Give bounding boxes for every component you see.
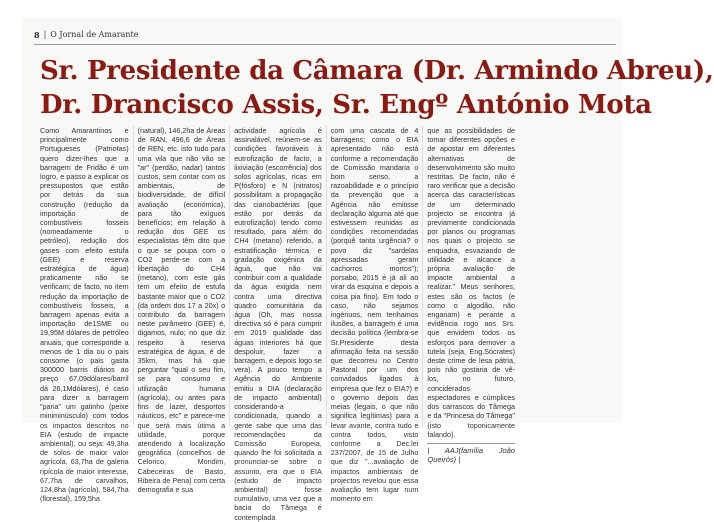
publication-name: O Jornal de Amarante (50, 30, 139, 39)
page-number: 8 (34, 30, 40, 40)
newspaper-page (22, 18, 714, 522)
headline-line-1: Sr. Presidente da Câmara (Dr. Armindo Abreu), (40, 56, 714, 86)
article-column-2: (natural), 146,2ha de Áreas de RAN, 496,6 de Áreas de REN, etc. isto tudo para uma vila que não vão se "ar" (perdão, nadar) tantos custos, sem contar com os ambientais, de biodiversidade, de difícil avaliação (económica), para tão exíguos benefícios; em relação à redução dos GEE os especialistas têm dito que o que se poupa com o CO2 perde-se com a libertação do CH4 (metano), com este gás tem um efeito de estufa bastante maior que o CO2 (da ordem dos 17 a 20x) o contributo da barragem neste parâmetro (GEE) é, digamos, nulo; no que diz respeito à reserva estratégica de água, é de 35km, mas há que perguntar "qual o seu fim, se para consumo e utilização humana (agrícola), ou antes para fins de lazer, desportos náuticos, etc" e parece-me que será mais útima a utilidade, porque atendendo à localização geográfica (concelhos de Celorico, Mondim, Cabeceiras de Basto, Ribeira de Pena) com certa demografia e sua (133, 126, 230, 426)
article-column-5: que as possibilidades de tomar diferentes opções e de apostar em diferentes alternativas de desenvolvimento são muito restritas. De facto, não é raro verificar que a decisão acerca das características de um determinado projecto se encontra já previamente condicionada por planos ou programas nos quais o projecto se enquadra, esvaziando de utilidade e alcance a própria avaliação de impacte ambiental a realizar." Meus senhores, estes são os factos (e como o algodão, não enganam) e perante a evidência rogo aos Srs. que envidem todos os esforços para demover a tutela (seja, Eng.Sócrates) deste crime de lesa pátria, pois não gostaria de vê-los, no futuro, conciderados espectadores e cúmplices dos carrascos do Tâmega e da "Princesa do Tâmega" (isto toponicamente falando). | AAJ(família João Queirós) | (422, 126, 519, 426)
headline-line-2: Dr. Drancisco Assis, Sr. Engº António Mota (40, 90, 652, 120)
article-column-3: actividade agrícola é assinalável, reúnem-se as condições favoráveis à eutrofização de facto, a lixiviação (escorrência) dos solos agrícolas, ricas em P(fósforo) e N (nitratos) possibilitam a propagação das cianobactérias (que estão por detrás da eutrofização) tendo como resultado, para além do CH4 (metano) referido, a estratificação térmica e gradação oxigénica da água, que não vai contribuir com a qualidade da água exigida nem contra uma directiva quadro comunitária da água (Oh, mas nossa directiva só é para cumprir em 2015 qualidade das águas interiores há que despoluir, fazer a barragem, e depois logo se vera). A pouco tempo a Agência do Ambiente emitiu a DIA (declaração de impacto ambiental) considerando-a condicionada, quando a gente sabe que uma das recomendações da Comissão Europeia, quando lhe foi solicitada a pronunciar-se sobre o assunto, era que o EIA (estudo de impacto ambiental) fosse cumulativo, uma vez que a bacia do Tâmega é contemplada (229, 126, 326, 426)
header-separator: | (43, 30, 47, 39)
running-header (34, 30, 622, 46)
article-column-4: com uma cascata de 4 barragens; como o EIA apresentado não está conforme a recomendação de Comissão mandaria o bom senso, a razoabilidade e o princípio da prevenção que a Agência não emitisse declaração alguma até que estivessem reunidas as condições recomendadas (porquê tanta urgência? o povo diz "sardelas apressadas geram cachorros mortos"); porsabo, 2015 é já ali ao virar da esquina e depois a coisa pia fino). Em todo o caso, não sejamos ingénuos, nem tenhamos ilusões, a barragem é uma decisão política (lembra-se Sr.Presidente desta afirmação feita na sessão que decorreu no Centro Pastoral por um dos convidados ligados à empresa que fez o EIA?) e o governo depois das meias (legais, o que não significa legítimas) para a levar avante, contra tudo e contra todos, visto conforme a Dec.lei 237/2007, de 15 de Julho que diz "...avaliação de impactos ambientais de projectos revelou que essa avaliação tem lugar num momento em (326, 126, 423, 426)
article-body (36, 126, 616, 522)
author-signature: | AAJ(família João Queirós) | (427, 443, 515, 464)
header-rule (34, 44, 616, 45)
headline (40, 54, 714, 122)
article-column-1: Como Amarantinos e principalmente como Portugueses (Patriotas) quero dizer-lhes que a barragem de Fridão é um logro, e passo a explicar os pressupostos que estão por detrás da sua construção (redução da importação de combustíveis fosseis (nomeadamente o petróleo), redução dos gases com efeito estufa (GEE) e reserva estratégica de água) praticamente não se verificam; de facto, no item redução da importação de combustíveis fosseis, a barragem apenas evita a importação de1SME ou 19,95M dólares de petróleo anuais, que corresponde a menos de 1 dia ou o pais consome (o pais gasta 300000 barris diários ao preço 67,09dólares/barril dá 26,1Mdólares), é caso para dizer a barragem "paria" um gatinho (peixe miniminúsculo) com todos os impactos descritos no EIA (estudo de impacte ambiental), ou seja: 49,3ha de solos de maior valor agrícola, 63,7ha de galeria ripícola de maior interesse, 67,7ha de carvalhos, 124,8ha (agrícola), 584,7ha (florestal), 159,5ha (40, 126, 129, 504)
